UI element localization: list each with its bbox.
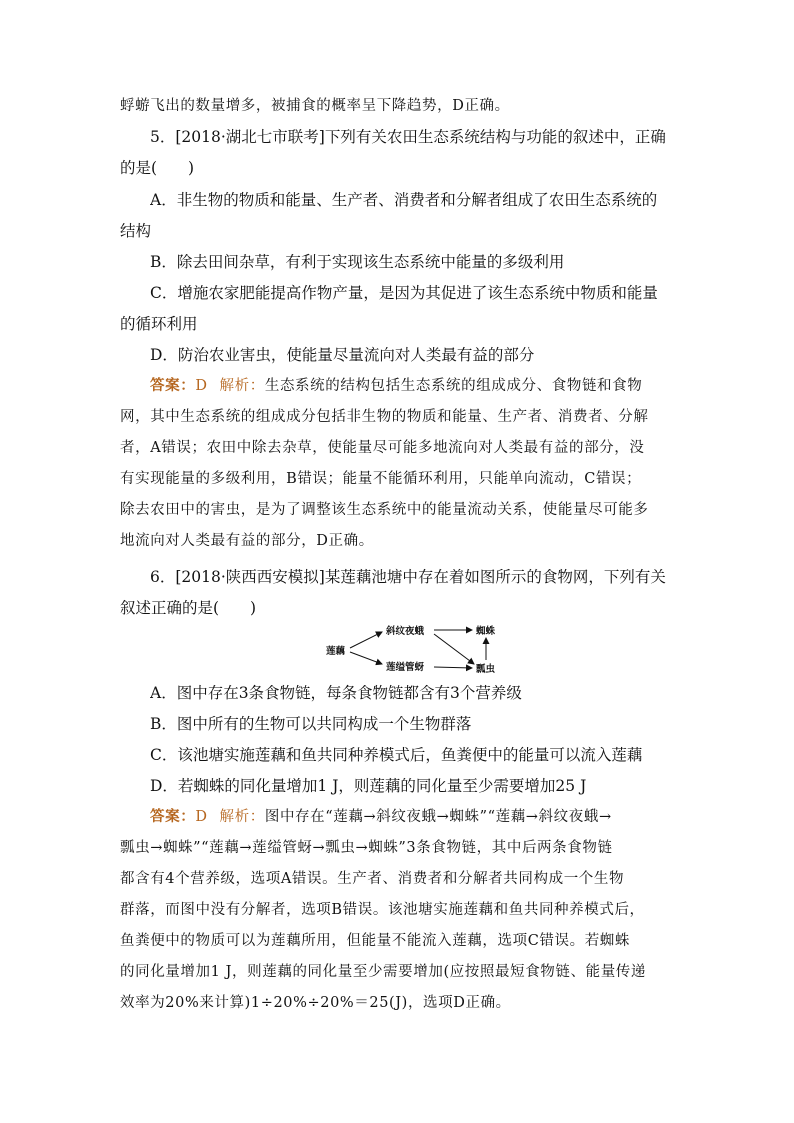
- q5-answer-line1: [150, 376, 680, 396]
- q5-stem-line1: 5．[2018·湖北七市联考]下列有关农田生态系统结构与功能的叙述中，正确: [150, 128, 666, 146]
- q6-stem-line2: 叙述正确的是( ): [120, 599, 257, 617]
- q6-answer-letter: D: [195, 809, 208, 825]
- q6-option-d: D．若蜘蛛的同化量增加1 J，则莲藕的同化量至少需要增加25 J: [150, 777, 587, 795]
- q5-analysis-text: 生态系统的结构包括生态系统的组成成分、食物链和食物: [264, 378, 643, 394]
- q6-option-c: C．该池塘实施莲藕和鱼共同种养模式后，鱼粪便中的能量可以流入莲藕: [150, 746, 643, 764]
- q6-answer-line1: [150, 807, 680, 827]
- q6-option-a: A．图中存在3条食物链，每条食物链都含有3个营养级: [150, 684, 522, 702]
- q5-analysis-line5: 除去农田中的害虫，是为了调整该生态系统中的能量流动关系，使能量尽可能多: [120, 502, 649, 518]
- q6-option-b: B．图中所有的生物可以共同构成一个生物群落: [150, 715, 472, 733]
- arrow-lotus-to-aphid: [350, 652, 382, 664]
- q5-option-b: B．除去田间杂草，有利于实现该生态系统中能量的多级利用: [150, 253, 565, 271]
- node-aphid: 莲缢管蚜: [386, 662, 425, 673]
- q5-analysis-line3: 者，A错误；农田中除去杂草，使能量尽可能多地流向对人类最有益的部分，没: [120, 440, 645, 456]
- q6-answer-label: 答案：: [150, 808, 196, 825]
- q5-analysis-line2: 网，其中生态系统的组成成分包括非生物的物质和能量、生产者、消费者、分解: [120, 409, 649, 425]
- q5-option-a-line2: 结构: [120, 222, 152, 240]
- q5-stem-line2: 的是( ): [120, 159, 195, 177]
- q5-answer-label: 答案：: [150, 377, 196, 394]
- q6-stem-line1: 6．[2018·陕西西安模拟]某莲藕池塘中存在着如图所示的食物网，下列有关: [150, 568, 666, 586]
- q6-analysis-line4: 群落，而图中没有分解者，选项B错误。该池塘实施莲藕和鱼共同种养模式后，: [120, 902, 645, 918]
- q5-answer-letter: D: [195, 378, 208, 394]
- node-ladybug: 瓢虫: [476, 664, 496, 675]
- node-lotus-root: 莲藕: [326, 646, 346, 657]
- q6-analysis-line3: 都含有4个营养级，选项A错误。生产者、消费者和分解者共同构成一个生物: [120, 871, 625, 887]
- q5-option-c-line1: C．增施农家肥能提高作物产量，是因为其促进了该生态系统中物质和能量: [150, 284, 658, 302]
- q6-analysis-line5: 鱼粪便中的物质可以为莲藕所用，但能量不能流入莲藕，选项C错误。若蜘蛛: [120, 933, 630, 949]
- q6-analysis-text: 图中存在“莲藕→斜纹夜蛾→蜘蛛”“莲藕→斜纹夜蛾→: [264, 809, 612, 825]
- q6-analysis-label: 解析：: [219, 809, 265, 825]
- q5-analysis-label: 解析：: [219, 378, 265, 394]
- arrow-aphid-to-ladybug: [434, 667, 472, 668]
- q5-option-a-line1: A．非生物的物质和能量、生产者、消费者和分解者组成了农田生态系统的: [150, 191, 658, 209]
- q6-analysis-line6: 的同化量增加1 J，则莲藕的同化量至少需要增加(应按照最短食物链、能量传递: [120, 964, 647, 980]
- node-prodenia-moth: 斜纹夜蛾: [386, 626, 425, 637]
- q6-analysis-line2: 瓢虫→蜘蛛”“莲藕→莲缢管蚜→瓢虫→蜘蛛”3条食物链，其中后两条食物链: [120, 840, 613, 856]
- arrow-lotus-to-moth: [350, 632, 382, 648]
- q5-option-d: D．防治农业害虫，使能量尽量流向对人类最有益的部分: [150, 346, 535, 364]
- arrow-moth-to-ladybug: [434, 634, 474, 664]
- q5-option-c-line2: 的循环利用: [120, 315, 198, 333]
- q5-analysis-line6: 地流向对人类最有益的部分，D正确。: [120, 533, 374, 549]
- q5-analysis-line4: 有实现能量的多级利用，B错误；能量不能循环利用，只能单向流动，C错误；: [120, 471, 642, 487]
- node-spider: 蜘蛛: [476, 626, 496, 637]
- food-web-diagram: [322, 620, 512, 676]
- prev-analysis-continuation: 蜉蝣飞出的数量增多，被捕食的概率呈下降趋势，D正确。: [120, 98, 510, 114]
- q6-analysis-line7: 效率为20%来计算)1÷20%÷20%＝25(J)，选项D正确。: [120, 995, 511, 1011]
